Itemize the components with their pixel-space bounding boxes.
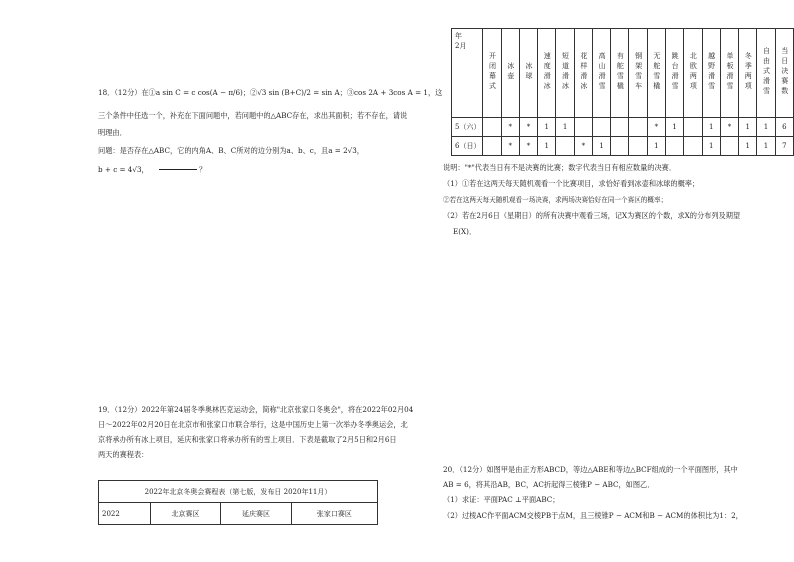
table-cell — [611, 137, 629, 156]
note-4: （2）若在2月6日（星期日）的所有决赛中观看三场，记X为赛区的个数，求X的分布列及期望 — [443, 211, 741, 220]
row-day: 5（六） — [452, 118, 483, 137]
table-cell: * — [720, 118, 738, 137]
table-cell: 1 — [538, 137, 556, 156]
header-cell: 高山滑雪 — [598, 52, 607, 92]
q18-line5: b + c = 4√3， — [98, 165, 149, 174]
table-cell: * — [647, 118, 665, 137]
table-cell — [483, 118, 501, 137]
table-cell: 1 — [556, 118, 574, 137]
table-cell — [684, 137, 702, 156]
q18-line5-tail: ？ — [199, 165, 207, 174]
header-cell: 短道滑冰 — [561, 52, 570, 92]
table-cell: 1 — [702, 118, 720, 137]
table-cell: * — [501, 137, 519, 156]
table-cell — [629, 137, 647, 156]
table-cell: 1 — [702, 137, 720, 156]
table-cell — [666, 137, 684, 156]
q18-line4: 问题：是否存在△ABC，它的内角A、B、C所对的边分别为a、b、c，且a = 2√3， — [98, 146, 364, 155]
table-cell: 1 — [757, 137, 775, 156]
corner-month: 2月 — [455, 42, 467, 50]
event-table-header — [452, 29, 794, 118]
table-cell — [556, 137, 574, 156]
q18-line3: 明理由． — [98, 128, 127, 137]
corner-year: 年 — [455, 32, 462, 40]
table-cell: 1 — [757, 118, 775, 137]
q19-line3: 京将承办所有冰上项目，延庆和张家口将承办所有的雪上项目．下表是截取了2月5日和2月6日 — [98, 435, 397, 444]
header-cell: 花样滑冰 — [579, 52, 588, 92]
header-cell: 有舵雪橇 — [616, 52, 625, 92]
table-cell: * — [501, 118, 519, 137]
q20-line3: （1）求证：平面PAC ⊥平面ABC； — [443, 495, 560, 504]
table-cell: * — [574, 137, 592, 156]
table-cell — [720, 137, 738, 156]
note-1: 说明："*"代表当日有不是决赛的比赛；数字代表当日有相应数量的决赛． — [443, 163, 677, 172]
row-day: 6（日） — [452, 137, 483, 156]
header-cell: 无舵雪橇 — [652, 52, 661, 92]
table-corner — [452, 29, 483, 118]
answer-blank — [159, 169, 197, 170]
header-cell: 冰壶 — [506, 62, 515, 82]
q20-line2: AB = 6，将其沿AB，BC，AC折起得三棱锥P − ABC，如图乙． — [443, 480, 655, 489]
q20-line1: 20．（12分）如图甲是由正方形ABCD，等边△ABE和等边△BCF组成的一个平面图形，其中 — [443, 465, 738, 474]
schedule-cell: 北京赛区 — [150, 503, 220, 525]
table-cell: 1 — [538, 118, 556, 137]
table-cell: * — [519, 118, 537, 137]
table-cell: 1 — [592, 137, 610, 156]
table-cell — [684, 118, 702, 137]
header-cell: 跳台滑雪 — [671, 52, 680, 92]
table-cell — [592, 118, 610, 137]
table-cell: 7 — [775, 137, 793, 156]
table-cell — [629, 118, 647, 137]
table-cell: 1 — [647, 137, 665, 156]
q19-line1: 19．（12分）2022年第24届冬季奥林匹克运动会，简称"北京张家口冬奥会"，将在2022年02月04 — [98, 405, 414, 414]
table-cell — [574, 118, 592, 137]
header-cell: 当日决赛数 — [780, 47, 789, 97]
header-cell: 自由式滑雪 — [762, 47, 771, 97]
schedule-table-title: 2022年北京冬奥会赛程表（第七版，发布日 2020年11月） — [99, 481, 378, 503]
q19-line4: 两天的赛程表： — [98, 450, 149, 459]
header-cell: 钢架雪车 — [634, 52, 643, 92]
schedule-table — [98, 480, 378, 525]
header-cell: 冬季两项 — [744, 52, 753, 92]
header-cell: 北欧两项 — [689, 52, 698, 92]
schedule-cell: 张家口赛区 — [291, 503, 377, 525]
note-2: （1）①若在这两天每天随机观看一个比赛项目，求恰好看到冰壶和冰球的概率； — [443, 179, 700, 188]
q18-line1: 18．（12分）在①a sin C = c cos(A − π/6)；②√3 sin (B+C)/2 = sin A；③cos 2A + 3cos A = 1，这 — [98, 88, 443, 97]
table-row — [452, 118, 794, 137]
table-cell — [483, 137, 501, 156]
header-cell: 越野滑雪 — [707, 52, 716, 92]
header-cell: 开闭幕式 — [488, 52, 497, 92]
schedule-cell: 延庆赛区 — [221, 503, 291, 525]
note-5: E(X)． — [453, 227, 477, 236]
table-cell: 1 — [666, 118, 684, 137]
schedule-cell: 2022 — [99, 503, 151, 525]
table-cell: 6 — [775, 118, 793, 137]
event-table — [451, 28, 794, 156]
header-cell: 速度滑冰 — [543, 52, 552, 92]
table-cell: 1 — [739, 137, 757, 156]
q19-line2: 日～2022年02月20日在北京市和张家口市联合举行，这是中国历史上第一次举办冬季奥运会，北 — [98, 420, 408, 429]
table-cell — [611, 118, 629, 137]
q18-line2: 三个条件中任选一个，补充在下面问题中，若问题中的△ABC存在，求出其面积；若不存在，请说 — [98, 111, 408, 120]
table-cell: * — [519, 137, 537, 156]
table-cell: 1 — [739, 118, 757, 137]
header-cell: 冰球 — [525, 62, 534, 82]
table-row — [452, 137, 794, 156]
header-cell: 单板滑雪 — [725, 52, 734, 92]
note-3: ②若在这两天每天随机观看一场决赛，求两场决赛恰好在同一个赛区的概率； — [443, 196, 668, 204]
q20-line4: （2）过棱AC作平面ACM交棱PB于点M，且三棱锥P − ACM和B − ACM的体积比为1：2， — [443, 511, 743, 520]
